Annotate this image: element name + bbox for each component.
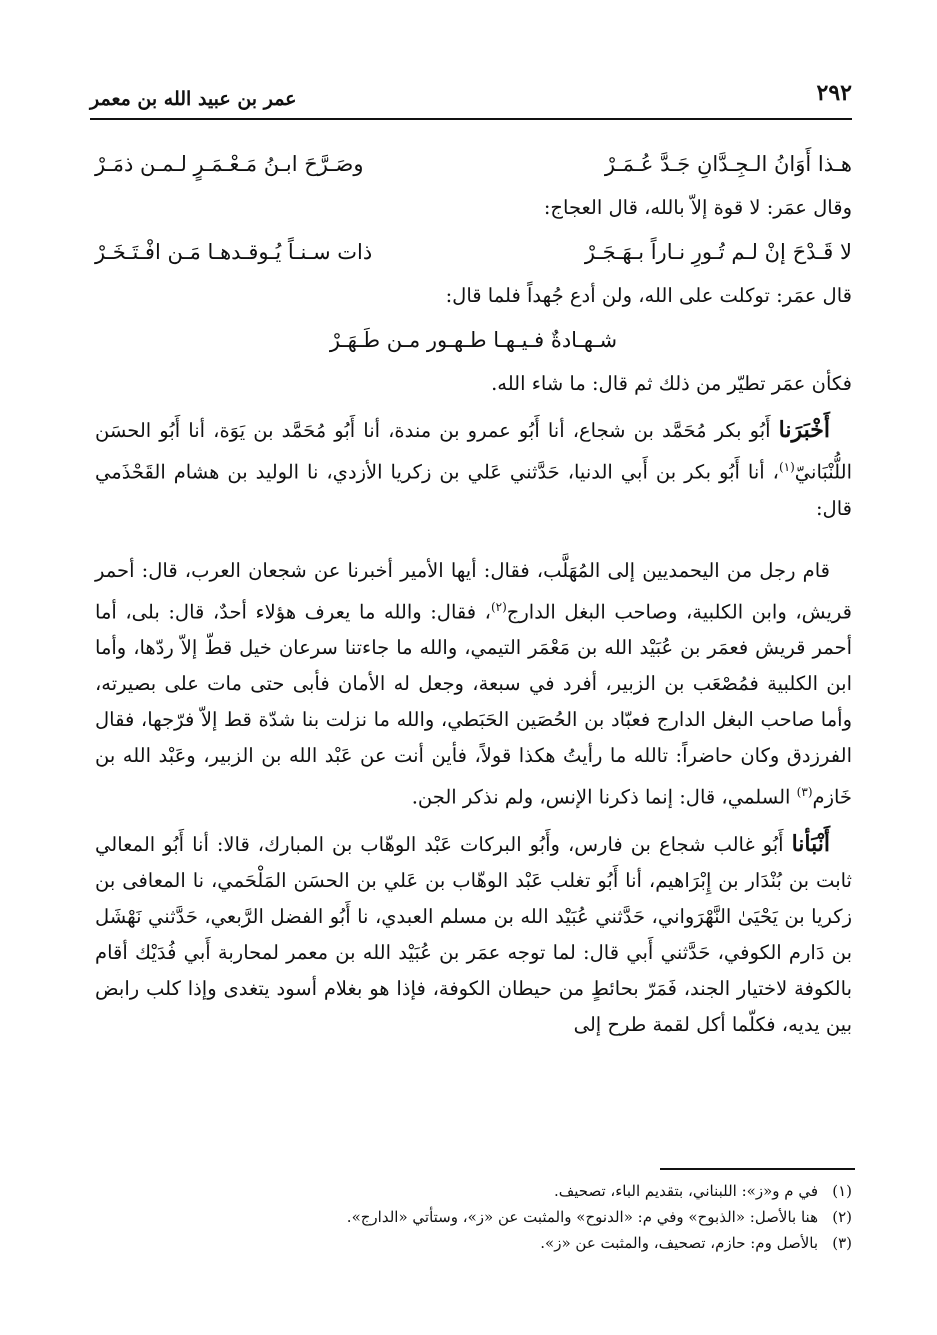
- prose-line-3: فكأن عمَر تطيّر من ذلك ثم قال: ما شاء الله.: [491, 372, 852, 395]
- footnote-text: بالأصل وم: حازم، تصحيف، والمثبت عن «ز».: [540, 1234, 818, 1252]
- footnote-3: [120, 1230, 852, 1256]
- verse-line-2: [95, 230, 852, 274]
- footnote-number: (٢): [832, 1208, 852, 1226]
- footnote-1: [120, 1178, 852, 1204]
- paragraph-text: أَبُو بكر مُحَمَّد بن شجاع، أنا أَبُو عمرو بن مندة، أنا أَبُو مُحَمَّد بن يَوَة، أنا أَبُو الحسَن اللُّنْبَانيّ: [95, 419, 852, 484]
- footnote-ref-2[interactable]: (٢): [490, 599, 507, 614]
- footnote-separator: [660, 1168, 855, 1170]
- verse-hemistich-right: لا قَـدْحَ إنْ لـم تُـورِ نـاراً بـهَـجَـرْ: [584, 240, 852, 264]
- paragraph-text: أَبُو غالب شجاع بن فارس، وأَبُو البركات عَبْد الوهّاب بن المبارك، قالا: أنا أَبُو المعالي ثابت بن بُنْدَار بن إِبْرَاهيم، أنا أَبُو تغلب عَبْد الوهّاب بن عَلي بن الحسَن المَلْحَمي، نا المعافى بن زكريا بن يَحْيَىٰ النَّهْرَواني، حَدَّثني عُبَيْد الله بن مسلم العبدي، نا أَبُو الفضل الرَّبعي، حَدَّثني نَهْشَل بن دَارم الكوفي، حَدَّثني أَبي قال: لما توجه عمَر بن عُبَيْد الله بن معمر لمحاربة أَبي فُدَيْك أقام بالكوفة لاختيار الجند، فَمَرّ بحائطٍ من حيطان الكوفة، فإذا هو بغلام أسود يتغدى وإذا كلب رابض بين يديه، فكلّما أكل لقمة طرح إلى: [95, 832, 852, 1036]
- paragraph-text: السلمي، قال: إنما ذكرنا الإنس، ولم نذكر الجن.: [411, 785, 797, 809]
- paragraph-3: [95, 826, 852, 1043]
- running-title: عمر بن عبيد الله بن معمر: [90, 88, 297, 110]
- footnote-text: في م و«ز»: اللبناني، بتقديم الباء، تصحيف.: [553, 1182, 818, 1200]
- page-number: ٢٩٢: [816, 80, 852, 106]
- prose-line-1: وقال عمَر: لا قوة إلاّ بالله، قال العجاج:: [543, 196, 852, 219]
- prose-line-2: قال عمَر: توكلت على الله، ولن أدع جُهداً فلما قال:: [445, 284, 852, 307]
- paragraph-text: ، فقال: والله ما يعرف هؤلاء أحدٌ، قال: بلى، أما أحمر قريش فعمَر بن عُبَيْد الله بن مَعْمَر التيمي، والله ما جاءتنا سرعان خيل قطّ إلاّ ردّها، وأما ابن الكلبية فمُصْعَب بن الزبير، أفرد في سبعة، وجعل له الأمان فأبى حتى مات على بصيرته، وأما صاحب البغل الدارج فعبّاد بن الحُصَين الحَبَطي، والله ما نزلت بنا شدّة قط إلاّ فرّجها، فقال الفرزدق وكان حاضراً: تالله ما رأيتُ هكذا قولاً، فأين أنت عن عَبْد الله بن الزبير، وعَبْد الله بن خَازم: [95, 600, 852, 809]
- paragraph-text: قام رجل من اليحمديين إلى المُهَلَّب، فقال: أيها الأمير أخبرنا عن شجعان العرب، قال: أحمر قريش، وابن الكلبية، وصاحب البغل الدارج: [95, 558, 852, 623]
- main-text: [95, 138, 852, 1043]
- footnote-number: (٣): [832, 1234, 852, 1252]
- footnote-ref-1[interactable]: (١): [778, 460, 795, 474]
- verse-line-1: [95, 142, 852, 186]
- verse-line-3: [95, 318, 852, 362]
- paragraph-2: [95, 553, 852, 816]
- verse-hemistich-right: هـذا أَوَانُ الـجِـدَّانِ جَـدَّ عُـمَـرْ: [604, 152, 852, 176]
- verse-hemistich-left: وصَـرَّحَ ابـنُ مَـعْـمَـرٍ لـمـن ذمَـرْ: [95, 152, 364, 176]
- footnote-text: هنا بالأصل: «الذبوح» وفي م: «الدنوح» والمثبت عن «ز»، وستأتي «الدارج».: [346, 1208, 818, 1226]
- verse-hemistich: شـهـادةٌ فـيـهـا طـهـور مـن طَـهَـرْ: [329, 328, 618, 352]
- footnote-ref-3[interactable]: (٣): [796, 785, 813, 799]
- paragraph-text: ، أنا أَبُو بكر بن أَبي الدنيا، حَدَّثني عَلي بن زكريا الأزدي، نا الوليد بن هشام القَحْذَمي قال:: [95, 460, 852, 520]
- isnad-lead-word: أَخْبَرَنا: [778, 417, 830, 443]
- isnad-lead-word: أَنْبَأنا: [791, 830, 830, 857]
- footnote-2: [120, 1204, 852, 1230]
- paragraph-1: [95, 412, 852, 527]
- page-header: [90, 78, 852, 120]
- footnotes: [120, 1178, 852, 1256]
- footnote-number: (١): [832, 1182, 852, 1200]
- verse-hemistich-left: ذات سـنـاً يُـوقـدهـا مَـن افْـتَـخَـرْ: [95, 240, 373, 264]
